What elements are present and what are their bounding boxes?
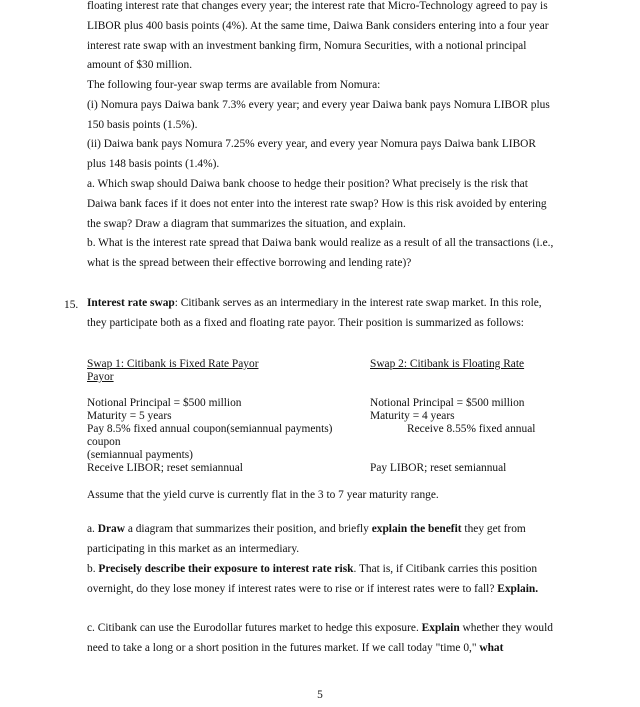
swap1-pay-wrap: coupon (87, 436, 121, 448)
swap2-heading: Swap 2: Citibank is Floating Rate (370, 358, 525, 370)
assumption: Assume that the yield curve is currently flat in the 3 to 7 year maturity range. (87, 489, 439, 501)
swap-term-i: (i) Nomura pays Daiwa bank 7.3% every year; and every year Daiwa bank pays Nomura LIBOR plus 150 basis points (1.5%). (87, 99, 550, 131)
swap1-notional: Notional Principal = $500 million (87, 397, 242, 409)
problem-number: 15. (64, 299, 79, 311)
intro-paragraph: floating interest rate that changes every year; the interest rate that Micro-Technology agreed to pay is LIBOR plus 400 basis points (4%). At the same time, Daiwa Bank considers entering into a four year interest rate swap with an investment banking firm, Nomura Securities, with a notional principal amount of $30 million. (87, 0, 549, 72)
swap-terms-intro: The following four-year swap terms are available from Nomura: (87, 79, 381, 91)
swap-term-ii: (ii) Daiwa bank pays Nomura 7.25% every year, and every year Nomura pays Daiwa bank LIBOR plus 148 basis points (1.4%). (87, 138, 537, 170)
swap1-maturity: Maturity = 5 years (87, 410, 172, 422)
swap2-notional: Notional Principal = $500 million (370, 397, 525, 409)
page-number: 5 (317, 689, 323, 701)
problem-title: Interest rate swap (87, 297, 175, 309)
swap2-receive: Receive 8.55% fixed annual (407, 423, 536, 435)
swap2-maturity: Maturity = 4 years (370, 410, 455, 422)
problem-15-intro: Interest rate swap: Citibank serves as an intermediary in the interest rate swap market. In this role, they participate both as a fixed and floating rate payor. Their position is summarized as follows: (87, 297, 542, 329)
swap1-pay-wrap-2: (semiannual payments) (87, 449, 193, 461)
swap2-heading-wrap: Payor (87, 371, 114, 383)
problem-15-question-b: b. Precisely describe their exposure to interest rate risk. That is, if Citibank carries this position overnight, do they lose money if interest rates were to rise or if interest rates were to fall? Explain. (87, 563, 539, 595)
problem-15-question-c: c. Citibank can use the Eurodollar futures market to hedge this exposure. Explain whether they would need to take a long or a short position in the futures market. If we call today "time 0," what (87, 622, 553, 654)
question-b: b. What is the interest rate spread that Daiwa bank would realize as a result of all the transactions (i.e., what is the spread between their effective borrowing and lending rate)? (87, 237, 554, 269)
swap1-receive: Receive LIBOR; reset semiannual (87, 462, 243, 474)
problem-15-question-a: a. Draw a diagram that summarizes their position, and briefly explain the benefit they get from participating in this market as an intermediary. (87, 523, 526, 555)
question-a: a. Which swap should Daiwa bank choose to hedge their position? What precisely is the risk that Daiwa bank faces if it does not enter into the interest rate swap? How is this risk avoided by entering the swap? Draw a diagram that summarizes the situation, and explain. (87, 178, 547, 230)
swap2-pay: Pay LIBOR; reset semiannual (370, 462, 507, 474)
swap1-heading: Swap 1: Citibank is Fixed Rate Payor (87, 358, 259, 370)
swap1-pay: Pay 8.5% fixed annual coupon(semiannual payments) (87, 423, 333, 435)
